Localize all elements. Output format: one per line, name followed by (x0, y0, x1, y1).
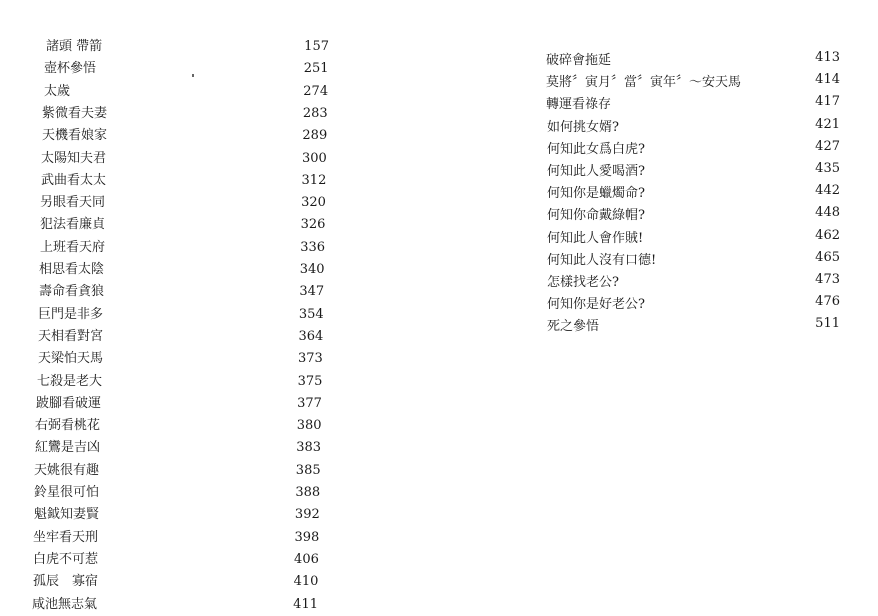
toc-entry-title: 太歲 (44, 83, 71, 99)
toc-entry-page-number: 380 (296, 418, 322, 434)
toc-entry-title: 天相看對宮 (38, 328, 104, 344)
toc-entry-title: 怎樣找老公? (547, 275, 619, 290)
toc-entry-title: 諸頭 帶箭 (46, 39, 103, 54)
toc-entry-title: 孤辰 寡宿 (33, 574, 99, 590)
toc-entry-page-number: 417 (815, 94, 840, 110)
toc-entry-title: 上班看天府 (40, 239, 106, 255)
toc-entry-page-number: 312 (301, 172, 327, 188)
toc-entry-title: 坐牢看天刑 (33, 529, 99, 545)
toc-entry-page-number: 442 (815, 183, 840, 199)
toc-entry-title: 白虎不可惹 (33, 551, 99, 567)
toc-entry-title: 跛腳看破運 (36, 395, 102, 411)
toc-entry-page-number: 373 (298, 351, 323, 367)
toc-entry-page-number: 392 (294, 507, 320, 523)
toc-entry-page-number: 388 (295, 485, 321, 500)
toc-entry-page-number: 375 (297, 373, 323, 389)
toc-entry-page-number: 406 (294, 551, 319, 567)
toc-entry-page-number: 251 (303, 61, 329, 77)
toc-entry-title: 咸池無志氣 (32, 596, 98, 612)
toc-entry-page-number: 476 (815, 294, 840, 310)
toc-entry-page-number: 364 (298, 328, 324, 344)
toc-entry-title: 何知此人愛喝酒? (547, 164, 645, 179)
toc-entry-title: 死之參悟 (547, 319, 600, 335)
toc-entry-title: 右弼看桃花 (35, 418, 101, 434)
toc-entry-page-number: 300 (301, 150, 327, 166)
toc-entry-page-number: 414 (815, 72, 840, 88)
toc-entry-title: 何知你是好老公? (547, 297, 645, 313)
toc-entry-title: 莫將〞寅月〞當〞寅年〞～安天馬 (546, 75, 742, 91)
toc-entry-title: 天機看娘家 (42, 128, 108, 144)
toc-entry-page-number: 340 (299, 262, 325, 277)
toc-entry-page-number: 157 (304, 39, 329, 54)
toc-entry-title: 太陽知夫君 (41, 150, 107, 166)
toc-entry-title: 紅鸞是吉凶 (35, 440, 101, 456)
toc-entry-page-number: 347 (299, 284, 325, 300)
toc-entry-title: 鈴星很可怕 (34, 485, 100, 500)
scan-speck (192, 74, 194, 77)
toc-entry-title: 犯法看廉貞 (40, 217, 106, 233)
toc-entry-page-number: 377 (297, 395, 322, 411)
toc-entry-page-number: 411 (293, 596, 318, 612)
toc-entry-page-number: 354 (298, 306, 324, 322)
toc-entry-page-number: 462 (815, 227, 840, 243)
toc-entry-title: 如何挑女婿? (547, 119, 619, 135)
toc-entry-page-number: 289 (302, 128, 328, 144)
toc-entry-page-number: 274 (303, 83, 329, 99)
toc-entry-title: 破碎會拖延 (546, 53, 612, 68)
toc-entry-title: 七殺是老大 (37, 373, 103, 389)
toc-entry-title: 何知你命戴綠帽? (547, 208, 645, 224)
toc-entry-page-number: 448 (815, 205, 840, 221)
toc-entry-page-number: 320 (301, 195, 326, 211)
toc-entry-page-number: 465 (815, 249, 840, 265)
toc-entry-page-number: 383 (296, 440, 322, 456)
toc-entry-page-number: 336 (300, 239, 326, 255)
toc-entry-title: 壽命看貪狼 (39, 284, 105, 300)
toc-entry-page-number: 473 (815, 272, 840, 287)
toc-entry-page-number: 435 (815, 161, 840, 176)
toc-entry-page-number: 511 (815, 316, 840, 332)
toc-entry-page-number: 421 (815, 116, 840, 132)
toc-entry-title: 相思看太陰 (39, 262, 105, 277)
toc-entry-title: 何知此人沒有口德! (547, 252, 657, 268)
toc-entry-page-number: 326 (300, 217, 326, 233)
toc-entry-page-number: 413 (815, 50, 840, 65)
toc-entry-page-number: 283 (302, 105, 328, 121)
toc-entry-title: 紫微看夫妻 (42, 105, 108, 121)
toc-entry-title: 天梁怕天馬 (38, 351, 104, 367)
toc-entry-title: 何知此人會作賊! (547, 230, 644, 246)
toc-entry-title: 武曲看太太 (41, 172, 107, 188)
toc-entry-page-number: 398 (294, 529, 320, 545)
toc-entry-title: 轉運看祿存 (546, 97, 612, 113)
toc-entry-title: 魁鉞知妻賢 (34, 507, 100, 523)
toc-entry-page-number: 385 (295, 462, 321, 478)
toc-entry-page-number: 427 (815, 138, 840, 154)
toc-entry-page-number: 410 (293, 574, 319, 590)
toc-entry-title: 何知你是蠟燭命? (547, 186, 645, 202)
toc-entry-title: 壺杯參悟 (44, 61, 97, 77)
toc-entry-title: 另眼看天同 (40, 195, 106, 211)
toc-entry-title: 巨門是非多 (38, 306, 104, 322)
toc-entry-title: 何知此女爲白虎? (547, 141, 645, 157)
toc-entry-title: 天姚很有趣 (34, 462, 100, 478)
